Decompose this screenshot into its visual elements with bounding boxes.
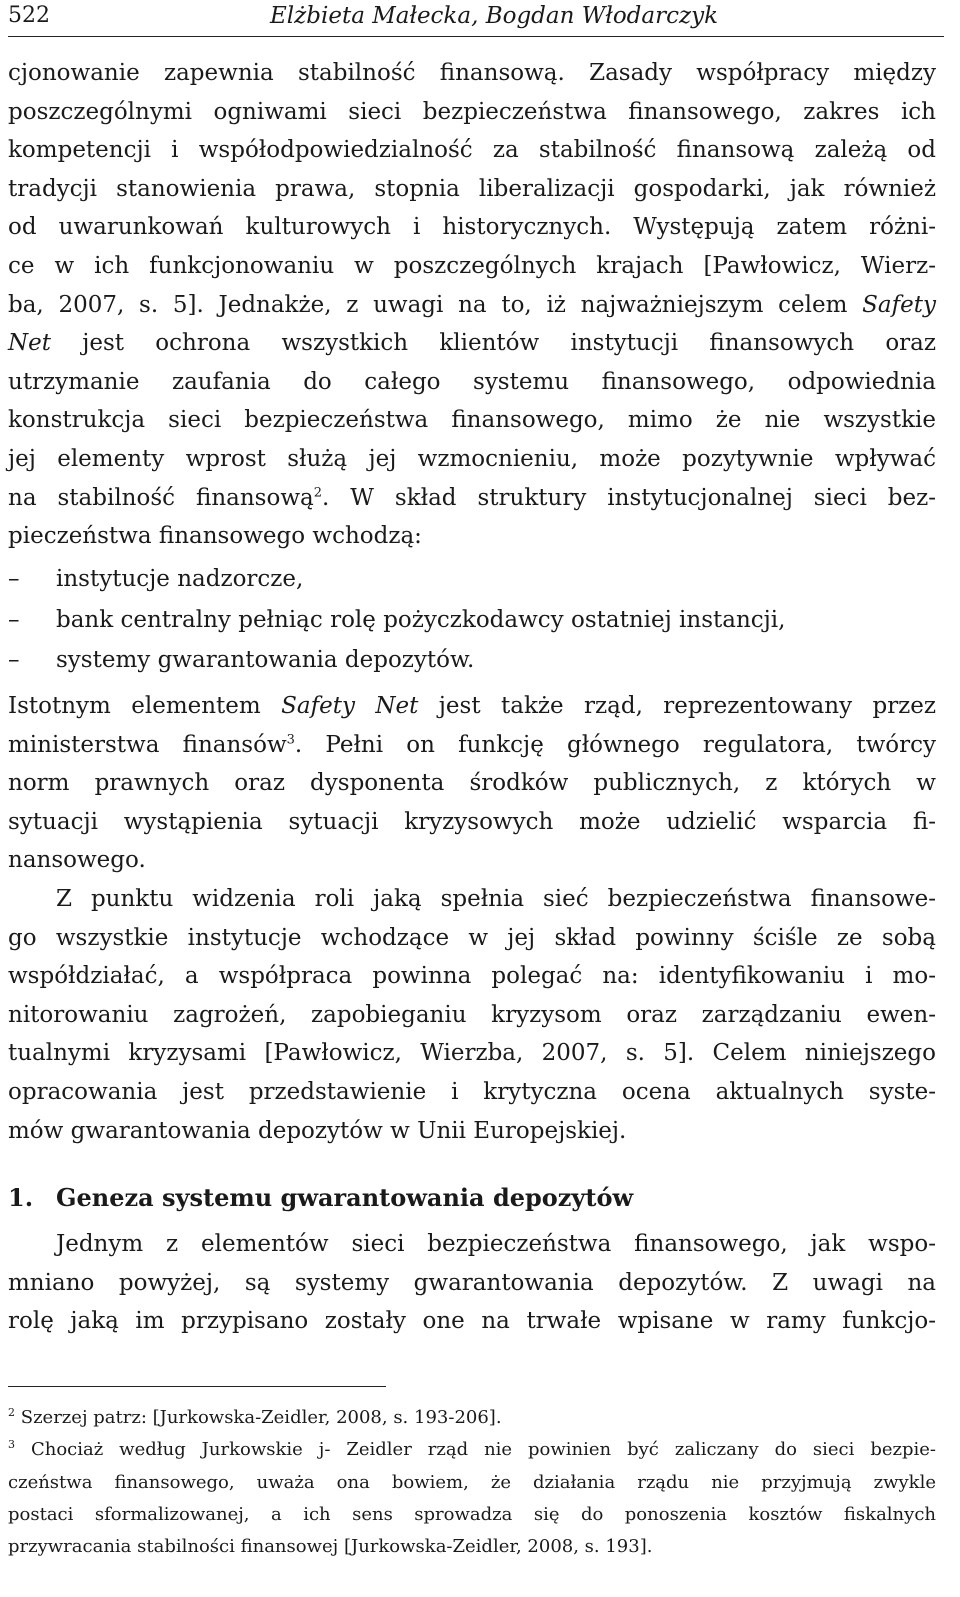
text-segment: Istotnym elementem bbox=[8, 693, 261, 719]
footnote-3 bbox=[8, 1434, 936, 1466]
text-line: mniano powyżej, są systemy gwarantowania depozytów. Z uwagi na bbox=[8, 1269, 936, 1296]
list-item-text: instytucje nadzorcze, bbox=[56, 566, 304, 592]
footnote-line: przywracania stabilności finansowej [Jurkowska-Zeidler, 2008, s. 193]. bbox=[8, 1536, 653, 1558]
text-segment: . Pełni on funkcję głównego regulatora, twórcy bbox=[294, 731, 937, 758]
text-line: pieczeństwa finansowego wchodzą: bbox=[8, 523, 422, 550]
page-number: 522 bbox=[8, 3, 50, 28]
paragraph-4 bbox=[8, 1225, 936, 1341]
text-segment: jest także rząd, reprezentowany przez bbox=[438, 693, 937, 719]
section-title: Geneza systemu gwarantowania depozytów bbox=[56, 1183, 634, 1212]
section-heading bbox=[8, 1176, 936, 1220]
text-line: tualnymi kryzysami [Pawłowicz, Wierzba, 2007, s. 5]. Celem niniejszego bbox=[8, 1040, 936, 1067]
section-number: 1. bbox=[8, 1183, 34, 1212]
text-line: Z punktu widzenia roli jaką spełnia sieć bezpieczeństwa finansowe- bbox=[56, 886, 936, 912]
text-segment: na stabilność finansową bbox=[8, 484, 314, 511]
list-item bbox=[8, 640, 936, 681]
footnote-separator bbox=[8, 1386, 386, 1387]
text-line: opracowania jest przedstawienie i krytyczna ocena aktualnych syste- bbox=[8, 1078, 936, 1105]
list-item-text: bank centralny pełniąc rolę pożyczkodawcy ostatniej instancji, bbox=[56, 606, 786, 633]
footnote-2 bbox=[8, 1402, 936, 1434]
text-line: go wszystkie instytucje wchodzące w jej skład powinny ściśle ze sobą bbox=[8, 924, 936, 951]
paragraph-2 bbox=[8, 687, 936, 880]
text-line: sytuacji wystąpienia sytuacji kryzysowych może udzielić wsparcia fi- bbox=[8, 808, 936, 835]
text-line: Jednym z elementów sieci bezpieczeństwa finansowego, jak wspo- bbox=[56, 1231, 936, 1257]
dash-bullet: – bbox=[8, 566, 20, 592]
text-segment: . W skład struktury instytucjonalnej sieci bez- bbox=[322, 484, 937, 511]
text-line: rolę jaką im przypisano zostały one na trwałe wpisane w ramy funkcjo- bbox=[8, 1308, 936, 1335]
text-line: utrzymanie zaufania do całego systemu finansowego, odpowiednia bbox=[8, 368, 936, 395]
text-line: kompetencji i współodpowiedzialność za stabilność finansową zależą od bbox=[8, 137, 936, 164]
text-segment: jest ochrona wszystkich klientów instytucji finansowych oraz bbox=[82, 330, 936, 357]
text-line: norm prawnych oraz dysponenta środków publicznych, z których w bbox=[8, 770, 936, 797]
page-header bbox=[8, 0, 944, 37]
text-line bbox=[8, 687, 936, 726]
paragraph-3 bbox=[8, 880, 936, 1150]
text-line: ce w ich funkcjonowaniu w poszczególnych krajach [Pawłowicz, Wierz- bbox=[8, 252, 936, 279]
footnote-ref-3[interactable]: 3 bbox=[286, 731, 295, 747]
text-line: nansowego. bbox=[8, 847, 146, 874]
footnote-mark: 2 bbox=[8, 1406, 15, 1419]
footnote-text: Chociaż według Jurkowskie j- Zeidler rząd nie powinien być zaliczany do sieci bezpie- bbox=[30, 1439, 936, 1461]
paragraph-1 bbox=[8, 54, 936, 556]
dash-bullet: – bbox=[8, 606, 20, 633]
text-line: cjonowanie zapewnia stabilność finansową. Zasady współpracy między bbox=[8, 60, 936, 86]
list-item bbox=[8, 559, 936, 600]
footnote-text: Szerzej patrz: [Jurkowska-Zeidler, 2008, s. 193-206]. bbox=[20, 1407, 502, 1428]
list-item-text: systemy gwarantowania depozytów. bbox=[56, 647, 475, 673]
footnote-line: czeństwa finansowego, uważa ona bowiem, że działania rządu nie przyjmują zwykle bbox=[8, 1471, 936, 1493]
text-segment: ba, 2007, s. 5]. Jednakże, z uwagi na to, iż najważniejszym celem bbox=[8, 291, 848, 318]
italic-term-net: Net bbox=[8, 330, 51, 357]
text-line: konstrukcja sieci bezpieczeństwa finansowego, mimo że nie wszystkie bbox=[8, 407, 936, 434]
footnote-ref-2[interactable]: 2 bbox=[313, 484, 323, 500]
text-line: jej elementy wprost służą jej wzmocnieniu, może pozytywnie wpływać bbox=[8, 445, 936, 472]
text-line bbox=[8, 479, 936, 518]
list-item bbox=[8, 600, 936, 641]
text-segment: ministerstwa finansów bbox=[8, 731, 287, 758]
text-line: poszczególnymi ogniwami sieci bezpieczeństwa finansowego, zakres ich bbox=[8, 98, 936, 125]
dash-bullet: – bbox=[8, 647, 20, 673]
text-line: nitorowaniu zagrożeń, zapobieganiu kryzysom oraz zarządzaniu ewen- bbox=[8, 1001, 936, 1028]
text-line bbox=[8, 324, 936, 363]
italic-term-safety: Safety bbox=[862, 291, 936, 318]
footnote-line: postaci sformalizowanej, a ich sens sprowadza się do ponoszenia kosztów fiskalnych bbox=[8, 1503, 936, 1525]
footnote-mark: 3 bbox=[8, 1438, 15, 1452]
text-line: od uwarunkowań kulturowych i historycznych. Występują zatem różni- bbox=[8, 214, 936, 241]
text-line bbox=[8, 286, 936, 325]
text-line: współdziałać, a współpraca powinna polegać na: identyfikowaniu i mo- bbox=[8, 963, 936, 990]
running-head-authors: Elżbieta Małecka, Bogdan Włodarczyk bbox=[270, 3, 719, 29]
text-line: mów gwarantowania depozytów w Unii Europejskiej. bbox=[8, 1117, 627, 1144]
text-line: tradycji stanowienia prawa, stopnia liberalizacji gospodarki, jak również bbox=[8, 175, 936, 202]
text-line bbox=[8, 726, 936, 765]
italic-term-safety-net: Safety Net bbox=[281, 693, 419, 719]
footnotes bbox=[8, 1402, 936, 1563]
bullet-list bbox=[8, 559, 936, 681]
